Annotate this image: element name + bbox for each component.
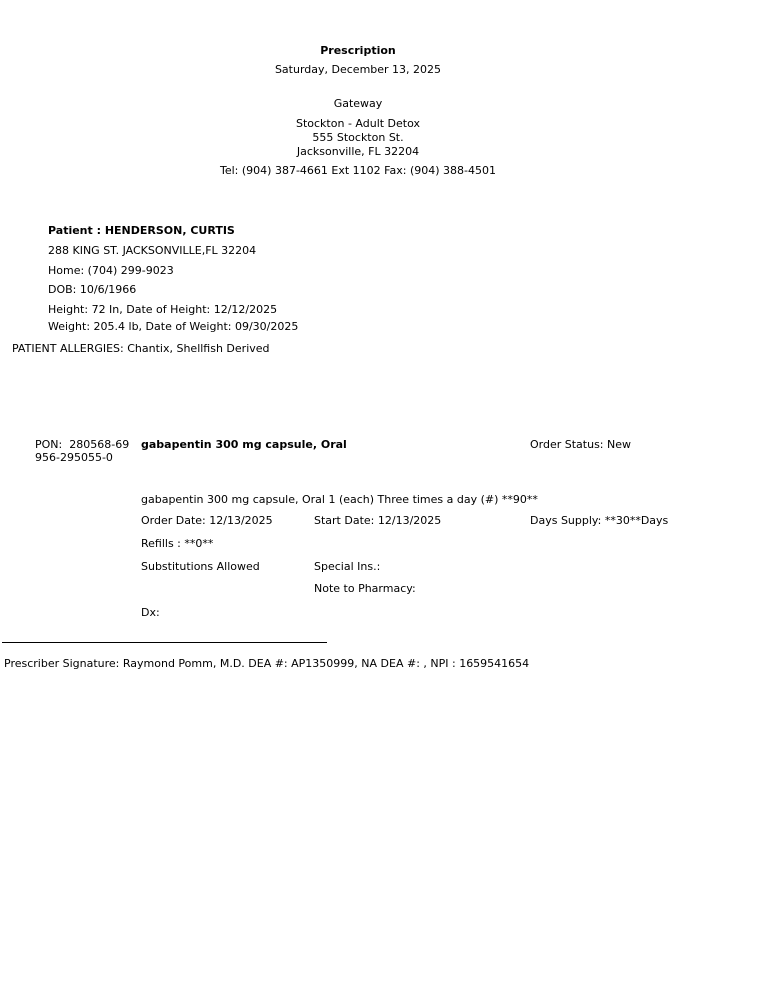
prescription-date: Saturday, December 13, 2025: [274, 63, 442, 76]
patient-address: 288 KING ST. JACKSONVILLE,FL 32204: [48, 244, 257, 257]
pon-value: 280568-69956-295055-0: [35, 438, 130, 464]
facility-city-state-zip: Jacksonville, FL 32204: [296, 145, 420, 158]
pon-label: PON:: [35, 438, 63, 451]
prescriber-signature: Prescriber Signature: Raymond Pomm, M.D. DEA #: AP1350999, NA DEA #: , NPI : 1659541654: [4, 657, 530, 670]
patient-dob: DOB: 10/6/1966: [48, 283, 137, 296]
patient-name: Patient : HENDERSON, CURTIS: [48, 224, 235, 237]
page-title: Prescription: [320, 44, 396, 57]
substitutions: Substitutions Allowed: [141, 560, 260, 573]
facility-name: Stockton - Adult Detox: [295, 117, 421, 130]
patient-home-phone: Home: (704) 299-9023: [48, 264, 174, 277]
refills: Refills : **0**: [141, 537, 214, 550]
sig-instructions: gabapentin 300 mg capsule, Oral 1 (each) Three times a day (#) **90**: [141, 493, 538, 506]
facility-street: 555 Stockton St.: [312, 131, 404, 144]
patient-weight: Weight: 205.4 lb, Date of Weight: 09/30/2025: [48, 320, 299, 333]
diagnosis: Dx:: [141, 606, 160, 619]
order-date: Order Date: 12/13/2025: [141, 514, 273, 527]
special-instructions: Special Ins.:: [314, 560, 381, 573]
days-supply: Days Supply: **30**Days: [530, 514, 669, 527]
start-date: Start Date: 12/13/2025: [314, 514, 442, 527]
patient-height: Height: 72 In, Date of Height: 12/12/2025: [48, 303, 278, 316]
note-to-pharmacy: Note to Pharmacy:: [314, 582, 416, 595]
facility-contact: Tel: (904) 387-4661 Ext 1102 Fax: (904) 388-4501: [220, 164, 496, 177]
drug-name: gabapentin 300 mg capsule, Oral: [141, 438, 347, 451]
organization-name: Gateway: [333, 97, 383, 110]
order-status: Order Status: New: [530, 438, 632, 451]
signature-line: [2, 642, 327, 643]
pon-number: [35, 438, 131, 464]
patient-allergies: PATIENT ALLERGIES: Chantix, Shellfish Derived: [12, 342, 270, 355]
